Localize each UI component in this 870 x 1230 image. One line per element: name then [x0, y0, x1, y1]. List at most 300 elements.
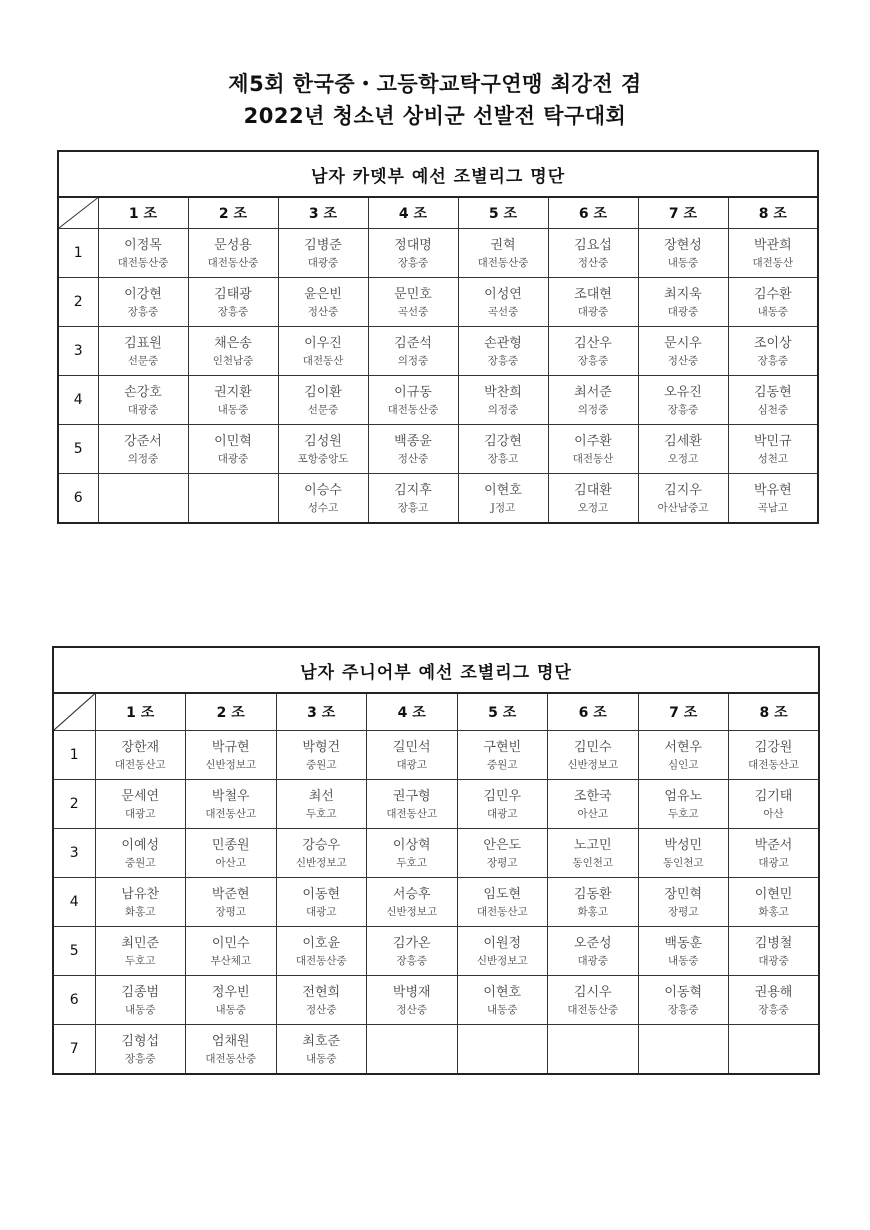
school-name: 대광중	[667, 305, 699, 318]
school-name: 장흥고	[487, 452, 519, 465]
player-cell	[729, 1025, 820, 1075]
school-name: 대전동산중	[567, 1003, 619, 1016]
school-name: 신반정보고	[205, 758, 257, 771]
school-name: 대전동산중	[387, 403, 439, 416]
row-number: 2	[53, 780, 95, 829]
school-name: 정산중	[577, 256, 609, 269]
player-cell	[186, 731, 277, 780]
school-name: 장흥고	[397, 501, 429, 514]
school-name: 대전동산고	[476, 905, 528, 918]
player-cell	[548, 731, 639, 780]
document-title-line2: 2022년 청소년 상비군 선발전 탁구대회	[243, 104, 627, 128]
school-name: 신반정보고	[386, 905, 438, 918]
player-cell	[457, 878, 548, 927]
player-name: 이동혁	[664, 984, 703, 1000]
school-name: 신반정보고	[295, 856, 347, 869]
player-cell	[98, 278, 188, 327]
player-cell	[98, 425, 188, 474]
player-cell	[368, 425, 458, 474]
school-name: 중원고	[125, 856, 156, 869]
group-header: 2 조	[186, 693, 277, 731]
player-cell	[729, 927, 820, 976]
school-name: 대전동산고	[748, 758, 799, 771]
player-name: 전현희	[302, 984, 341, 1000]
player-name: 박찬희	[484, 384, 522, 400]
player-cell	[457, 1025, 548, 1075]
player-name: 백동훈	[664, 935, 703, 951]
player-cell	[188, 327, 278, 376]
player-cell	[95, 829, 186, 878]
player-cell	[95, 976, 186, 1025]
school-name: 성수고	[307, 501, 339, 514]
school-name: 대광고	[306, 905, 337, 918]
player-cell	[186, 780, 277, 829]
school-name: 포항중앙도	[297, 452, 349, 465]
player-cell	[548, 1025, 639, 1075]
school-name: 장평고	[215, 905, 246, 918]
school-name: 두호고	[306, 807, 337, 820]
player-name: 안은도	[483, 837, 522, 853]
school-name: 대전동산고	[386, 807, 438, 820]
player-name: 구현빈	[483, 739, 522, 755]
player-name: 김지우	[664, 482, 702, 498]
school-name: 인천남중	[212, 354, 254, 367]
school-name: 정산중	[397, 452, 429, 465]
player-name: 최호준	[302, 1033, 341, 1049]
player-cell	[276, 927, 367, 976]
player-name: 임도현	[483, 886, 522, 902]
school-name: 중원고	[306, 758, 337, 771]
school-name: 중원고	[487, 758, 518, 771]
player-cell	[458, 425, 548, 474]
player-name: 강준서	[124, 433, 162, 449]
player-name: 김표원	[124, 335, 162, 351]
player-cell	[368, 229, 458, 278]
player-cell	[98, 327, 188, 376]
player-cell	[638, 425, 728, 474]
player-cell	[186, 878, 277, 927]
player-name: 김태광	[214, 286, 252, 302]
school-name: 부산체고	[210, 954, 252, 967]
group-header: 2 조	[188, 197, 278, 229]
player-cell	[188, 474, 278, 524]
group-header: 1 조	[98, 197, 188, 229]
player-cell	[367, 878, 458, 927]
player-cell	[729, 780, 820, 829]
player-cell	[458, 278, 548, 327]
school-name: 대광중	[217, 452, 249, 465]
school-name: 내동중	[487, 1003, 518, 1016]
group-header: 4 조	[367, 693, 458, 731]
school-name: 장흥중	[396, 954, 427, 967]
player-name: 백종윤	[394, 433, 432, 449]
player-cell	[278, 229, 368, 278]
player-cell	[729, 731, 820, 780]
player-cell	[276, 878, 367, 927]
diagonal-line	[54, 694, 95, 730]
row-number: 2	[58, 278, 98, 327]
player-cell	[458, 229, 548, 278]
player-name: 김시우	[573, 984, 612, 1000]
group-header: 6 조	[548, 197, 638, 229]
player-name: 이현호	[484, 482, 522, 498]
school-name: 장흥중	[757, 354, 789, 367]
row-number: 4	[58, 376, 98, 425]
school-name: 내동중	[668, 954, 699, 967]
player-name: 조한국	[573, 788, 612, 804]
player-name: 정대명	[394, 237, 432, 253]
player-name: 김수환	[753, 286, 792, 302]
player-cell	[98, 376, 188, 425]
player-cell	[728, 229, 818, 278]
player-name: 노고민	[573, 837, 612, 853]
player-cell	[368, 278, 458, 327]
player-name: 엄채원	[211, 1033, 250, 1049]
school-name: 곡남고	[757, 501, 789, 514]
group-header: 4 조	[368, 197, 458, 229]
player-cell	[728, 278, 818, 327]
group-header: 7 조	[638, 197, 728, 229]
group-header: 1 조	[95, 693, 186, 731]
school-name: 오정고	[667, 452, 699, 465]
player-cell	[278, 474, 368, 524]
player-name: 민종원	[211, 837, 250, 853]
player-name: 박관희	[753, 237, 792, 253]
table-row	[58, 229, 818, 278]
player-cell	[457, 780, 548, 829]
player-name: 김준석	[394, 335, 432, 351]
table-row	[53, 976, 819, 1025]
player-cell	[95, 927, 186, 976]
group-header: 3 조	[278, 197, 368, 229]
school-name: 곡선중	[487, 305, 519, 318]
school-name: 장흥중	[217, 305, 249, 318]
player-name: 권용해	[754, 984, 793, 1000]
player-cell	[548, 829, 639, 878]
player-name: 박병재	[392, 984, 431, 1000]
player-name: 조대현	[574, 286, 612, 302]
player-name: 정우빈	[211, 984, 250, 1000]
player-name: 김종범	[121, 984, 160, 1000]
player-cell	[367, 829, 458, 878]
school-name: 대전동산고	[205, 807, 257, 820]
player-name: 박민규	[753, 433, 792, 449]
player-name: 최민준	[121, 935, 160, 951]
player-name: 박형건	[302, 739, 341, 755]
school-name: 두호고	[125, 954, 156, 967]
school-name: 정산중	[306, 1003, 337, 1016]
group-header: 7 조	[638, 693, 729, 731]
player-cell	[186, 927, 277, 976]
player-cell	[638, 376, 728, 425]
player-cell	[458, 327, 548, 376]
player-cell	[95, 731, 186, 780]
school-name: 대전동산중	[117, 256, 169, 269]
player-cell	[457, 829, 548, 878]
school-name: J정고	[490, 501, 516, 514]
player-name: 남유찬	[121, 886, 160, 902]
school-name: 장흥중	[397, 256, 429, 269]
school-name: 성천고	[757, 452, 789, 465]
player-name: 김강현	[484, 433, 522, 449]
player-cell	[276, 1025, 367, 1075]
player-cell	[188, 229, 278, 278]
school-name: 동인천고	[662, 856, 704, 869]
school-name: 장흥중	[125, 1052, 156, 1065]
player-name: 문민호	[394, 286, 432, 302]
player-name: 이승수	[304, 482, 342, 498]
player-cell	[278, 327, 368, 376]
document-title-line1: 제5회 한국중・고등학교탁구연맹 최강전 겸	[228, 72, 642, 96]
corner-cell	[53, 693, 95, 731]
player-name: 박철우	[211, 788, 250, 804]
player-name: 김동현	[753, 384, 792, 400]
player-name: 서승후	[392, 886, 431, 902]
player-name: 장민혁	[664, 886, 703, 902]
school-name: 내동중	[667, 256, 699, 269]
player-cell	[638, 829, 729, 878]
player-name: 문성용	[214, 237, 252, 253]
player-cell	[457, 927, 548, 976]
player-name: 권지환	[214, 384, 252, 400]
player-name: 이예성	[121, 837, 160, 853]
table-row	[53, 829, 819, 878]
player-cell	[548, 327, 638, 376]
school-name: 아산	[763, 807, 784, 820]
school-name: 대광중	[307, 256, 339, 269]
player-cell	[638, 474, 728, 524]
school-name: 대광중	[758, 954, 789, 967]
player-cell	[548, 376, 638, 425]
school-name: 곡선중	[397, 305, 429, 318]
player-name: 김동환	[573, 886, 612, 902]
player-cell	[278, 425, 368, 474]
school-name: 의정중	[397, 354, 429, 367]
player-cell	[188, 425, 278, 474]
player-name: 김산우	[574, 335, 612, 351]
player-cell	[98, 229, 188, 278]
player-cell	[638, 878, 729, 927]
school-name: 의정중	[577, 403, 609, 416]
school-name: 정산중	[396, 1003, 427, 1016]
school-name: 두호고	[396, 856, 427, 869]
player-cell	[186, 976, 277, 1025]
player-cell	[367, 927, 458, 976]
school-name: 장흥중	[758, 1003, 789, 1016]
school-name: 대전동산중	[295, 954, 347, 967]
player-cell	[548, 976, 639, 1025]
player-name: 박규현	[211, 739, 250, 755]
player-name: 권구형	[392, 788, 431, 804]
player-name: 권혁	[490, 237, 516, 253]
player-name: 조이상	[753, 335, 792, 351]
player-name: 박유현	[753, 482, 792, 498]
player-cell	[368, 474, 458, 524]
school-name: 대광고	[758, 856, 789, 869]
player-cell	[367, 780, 458, 829]
table-row	[58, 474, 818, 524]
school-name: 화홍고	[577, 905, 608, 918]
table-row	[58, 327, 818, 376]
player-name: 김이환	[304, 384, 342, 400]
player-name: 최지욱	[664, 286, 702, 302]
row-number: 6	[53, 976, 95, 1025]
player-cell	[98, 474, 188, 524]
player-name: 이민수	[211, 935, 250, 951]
player-name: 박성민	[664, 837, 703, 853]
player-name: 이원정	[483, 935, 522, 951]
player-name: 서현우	[664, 739, 703, 755]
school-name: 정산중	[307, 305, 339, 318]
school-name: 대전동산중	[205, 1052, 257, 1065]
table-row	[53, 878, 819, 927]
player-cell	[729, 976, 820, 1025]
school-name: 신반정보고	[567, 758, 619, 771]
player-cell	[188, 278, 278, 327]
player-cell	[638, 731, 729, 780]
player-cell	[457, 976, 548, 1025]
player-name: 김지후	[394, 482, 432, 498]
player-cell	[458, 376, 548, 425]
school-name: 내동중	[125, 1003, 156, 1016]
player-cell	[548, 474, 638, 524]
school-name: 장흥중	[487, 354, 519, 367]
junior-roster-table	[52, 646, 820, 1075]
player-cell	[728, 474, 818, 524]
player-name: 최선	[308, 788, 334, 804]
player-cell	[186, 1025, 277, 1075]
row-number: 1	[58, 229, 98, 278]
player-name: 윤은빈	[304, 286, 342, 302]
school-name: 대광고	[125, 807, 156, 820]
table-caption: 남자 주니어부 예선 조별리그 명단	[53, 647, 819, 693]
player-name: 김형섭	[121, 1033, 160, 1049]
table-row	[53, 1025, 819, 1075]
school-name: 선문중	[127, 354, 159, 367]
school-name: 오정고	[577, 501, 609, 514]
row-number: 6	[58, 474, 98, 524]
school-name: 심천중	[757, 403, 789, 416]
table-caption: 남자 카뎃부 예선 조별리그 명단	[58, 151, 818, 197]
player-cell	[186, 829, 277, 878]
row-number: 3	[58, 327, 98, 376]
school-name: 대광고	[487, 807, 518, 820]
table-row	[53, 780, 819, 829]
row-number: 5	[53, 927, 95, 976]
school-name: 장흥중	[577, 354, 609, 367]
player-cell	[638, 229, 728, 278]
player-name: 이상혁	[392, 837, 431, 853]
school-name: 화홍고	[758, 905, 789, 918]
player-name: 이강현	[124, 286, 162, 302]
player-name: 오유진	[664, 384, 702, 400]
school-name: 신반정보고	[476, 954, 528, 967]
player-cell	[729, 878, 820, 927]
school-name: 두호고	[668, 807, 699, 820]
player-cell	[368, 376, 458, 425]
player-name: 김기태	[754, 788, 793, 804]
player-name: 강승우	[302, 837, 341, 853]
group-header: 5 조	[458, 197, 548, 229]
player-cell	[367, 976, 458, 1025]
group-header: 8 조	[729, 693, 820, 731]
player-cell	[276, 780, 367, 829]
school-name: 대전동산고	[114, 758, 166, 771]
table-row	[58, 376, 818, 425]
school-name: 내동중	[306, 1052, 337, 1065]
school-name: 장흥중	[667, 403, 699, 416]
school-name: 내동중	[215, 1003, 246, 1016]
player-cell	[638, 780, 729, 829]
table-row	[53, 731, 819, 780]
player-cell	[638, 976, 729, 1025]
player-name: 문시우	[664, 335, 702, 351]
school-name: 아산고	[215, 856, 246, 869]
player-name: 김성원	[304, 433, 342, 449]
player-name: 김민우	[483, 788, 522, 804]
row-number: 7	[53, 1025, 95, 1075]
row-number: 4	[53, 878, 95, 927]
table-row	[58, 278, 818, 327]
player-cell	[548, 780, 639, 829]
player-name: 이호윤	[302, 935, 341, 951]
player-cell	[728, 327, 818, 376]
player-name: 장한재	[121, 739, 160, 755]
player-name: 김강원	[754, 739, 793, 755]
player-cell	[548, 278, 638, 327]
player-name: 이우진	[304, 335, 342, 351]
school-name: 의정중	[487, 403, 519, 416]
player-name: 김병준	[304, 237, 342, 253]
player-name: 김대환	[574, 482, 612, 498]
school-name: 대광중	[127, 403, 159, 416]
player-name: 이규동	[394, 384, 432, 400]
corner-cell	[58, 197, 98, 229]
player-cell	[548, 878, 639, 927]
player-name: 박준현	[211, 886, 250, 902]
player-cell	[638, 278, 728, 327]
player-name: 이현호	[483, 984, 522, 1000]
school-name: 대전동산중	[477, 256, 529, 269]
row-number: 3	[53, 829, 95, 878]
school-name: 장흥중	[668, 1003, 699, 1016]
player-name: 김요섭	[574, 237, 612, 253]
school-name: 내동중	[217, 403, 249, 416]
school-name: 동인천고	[572, 856, 614, 869]
player-name: 김병철	[754, 935, 793, 951]
player-cell	[548, 425, 638, 474]
school-name: 대광중	[577, 954, 608, 967]
player-cell	[458, 474, 548, 524]
player-name: 최서준	[574, 384, 612, 400]
row-number: 5	[58, 425, 98, 474]
group-header: 8 조	[728, 197, 818, 229]
player-cell	[457, 731, 548, 780]
player-name: 오준성	[573, 935, 612, 951]
school-name: 내동중	[757, 305, 789, 318]
player-name: 문세연	[121, 788, 160, 804]
player-cell	[638, 927, 729, 976]
player-cell	[95, 780, 186, 829]
school-name: 대전동산	[572, 452, 614, 465]
school-name: 대전동산	[752, 256, 794, 269]
school-name: 아산고	[577, 807, 608, 820]
school-name: 아산남중고	[657, 501, 709, 514]
player-name: 이동현	[302, 886, 341, 902]
player-cell	[95, 878, 186, 927]
player-name: 장현성	[664, 237, 702, 253]
table-row	[58, 425, 818, 474]
